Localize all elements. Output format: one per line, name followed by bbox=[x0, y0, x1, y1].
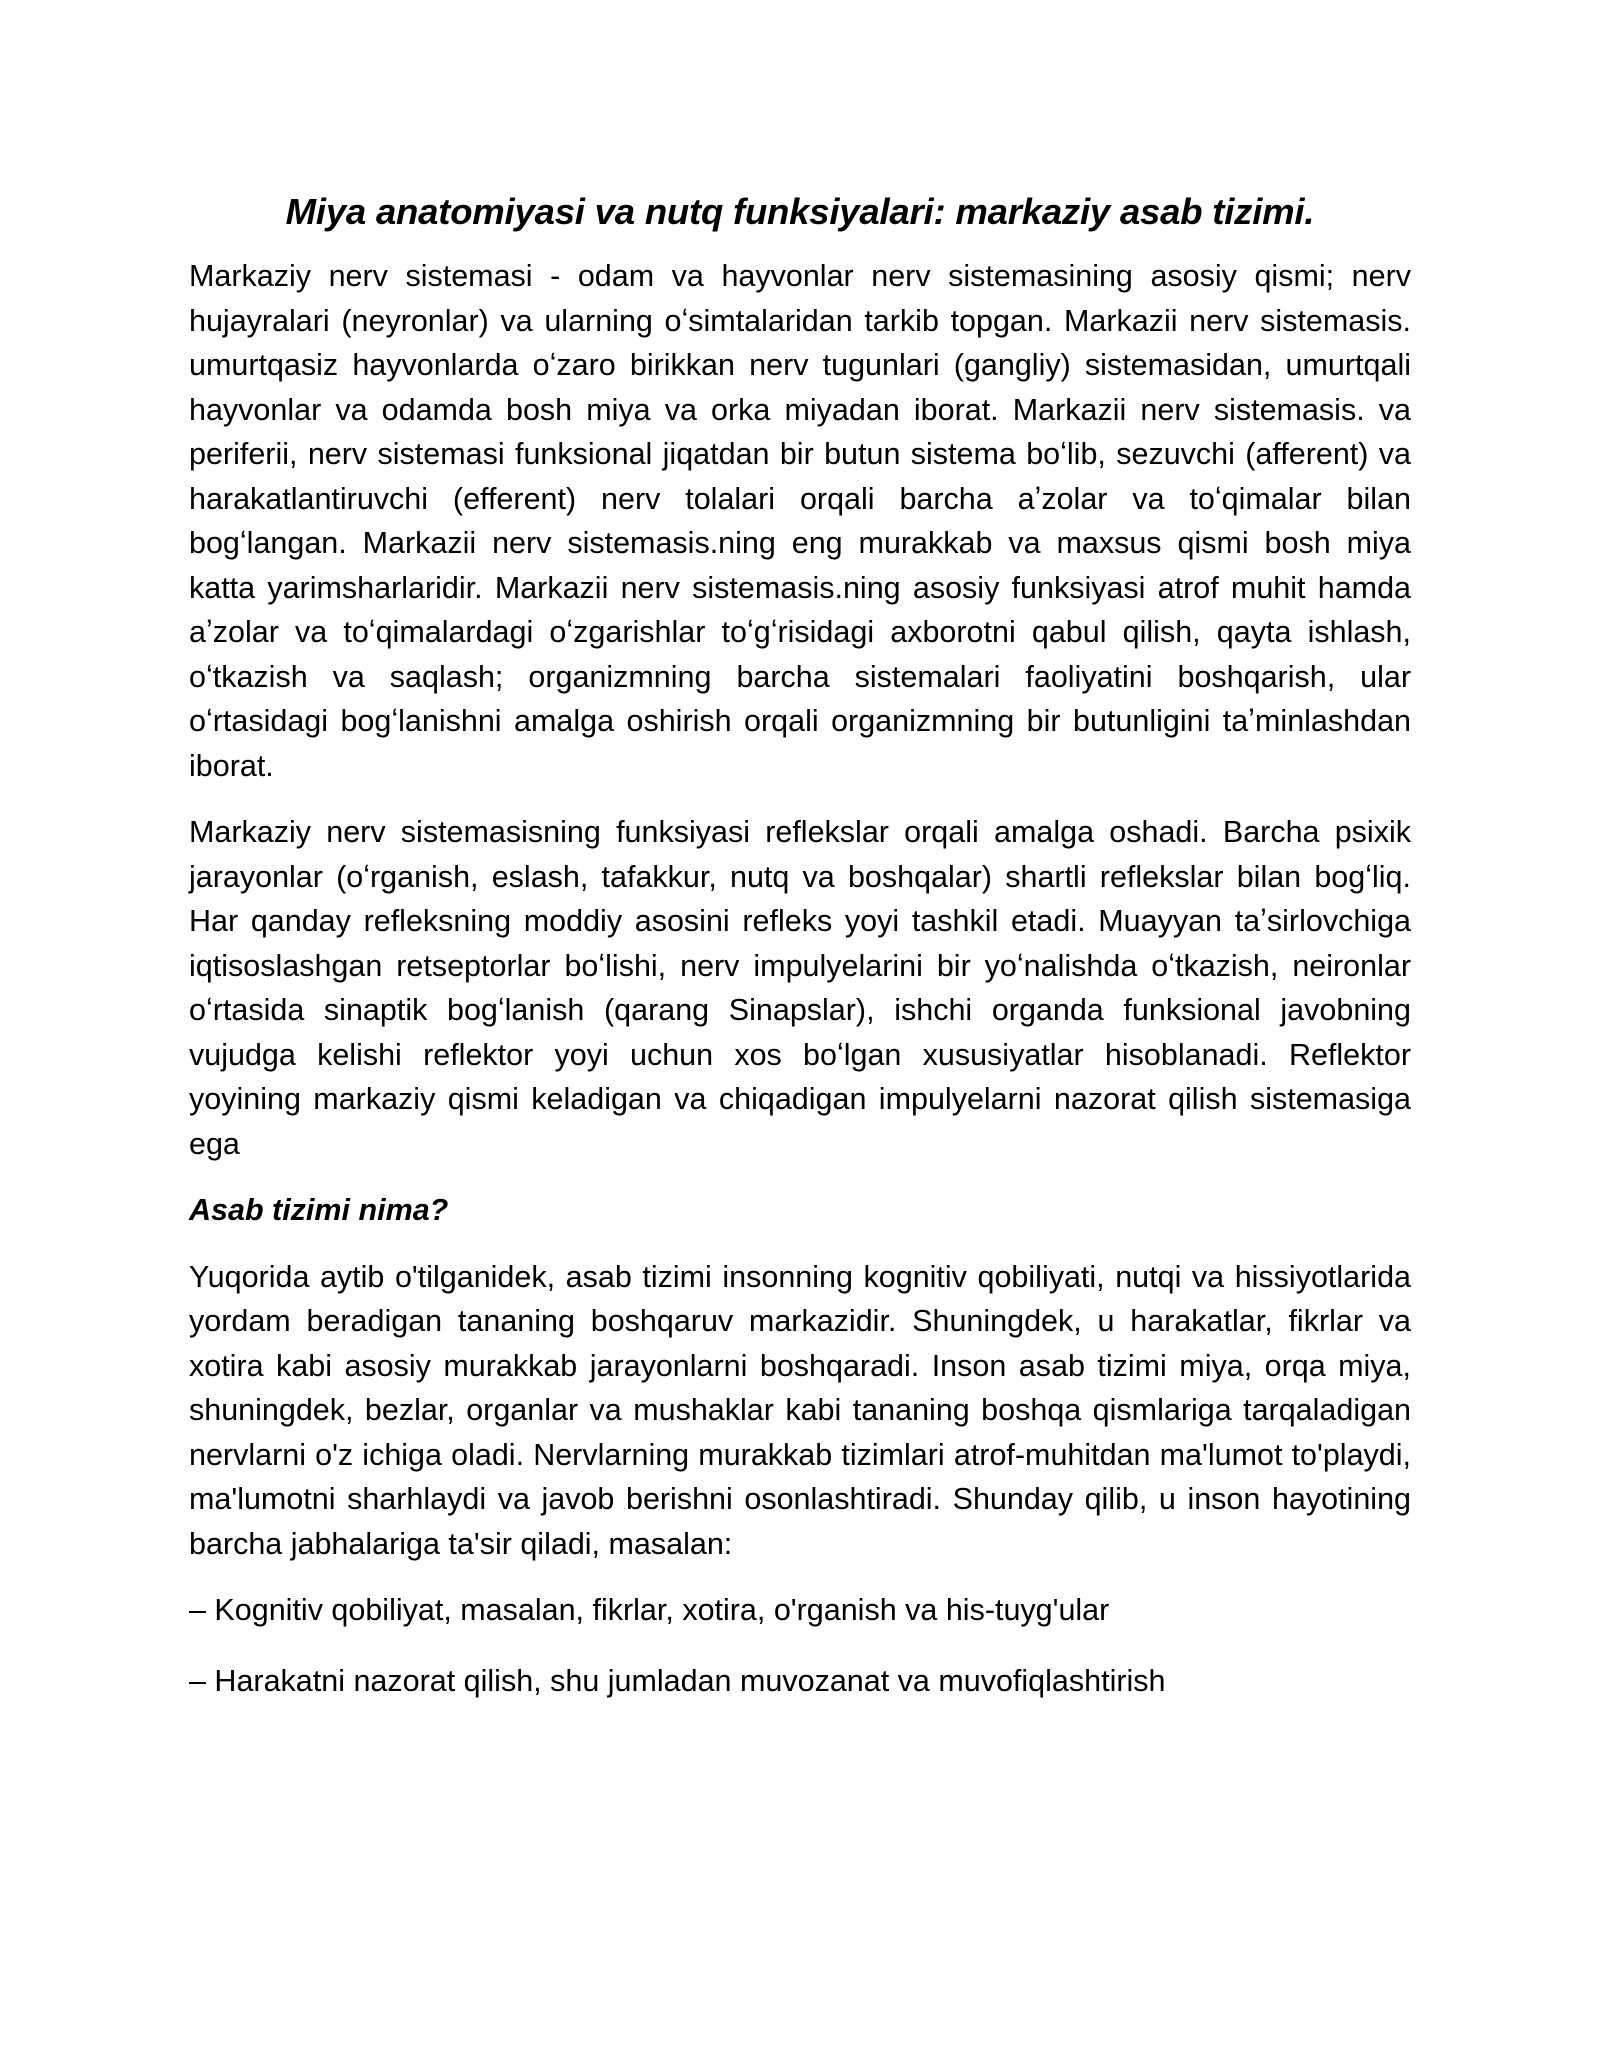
paragraph-3: Yuqorida aytib o'tilganidek, asab tizimi insonning kognitiv qobiliyati, nutqi va hissiyotlarida yordam beradigan tananing boshqaruv markazidir. Shuningdek, u harakatlar, fikrlar va xotira kabi asosiy murakkab jarayonlarni boshqaradi. Inson asab tizimi miya, orqa miya, shuningdek, bezlar, organlar va mushaklar kabi tananing boshqa qismlariga tarqaladigan nervlarni o'z ichiga oladi. Nervlarning murakkab tizimlari atrof-muhitdan ma'lumot to'playdi, ma'lumotni sharhlaydi va javob berishni osonlashtiradi. Shunday qilib, u inson hayotining barcha jabhalariga ta'sir qiladi, masalan: bbox=[189, 1259, 1411, 1561]
document-title: Miya anatomiyasi va nutq funksiyalari: markaziy asab tizimi. bbox=[285, 191, 1315, 232]
section-heading: Asab tizimi nima? bbox=[189, 1193, 449, 1227]
bullet-item-cognitive: – Kognitiv qobiliyat, masalan, fikrlar, xotira, o'rganish va his-tuyg'ular bbox=[189, 1593, 1110, 1627]
paragraph-2: Markaziy nerv sistemasisning funksiyasi reflekslar orqali amalga oshadi. Barcha psixik jarayonlar (oʻrganish, eslash, tafakkur, nutq va boshqalar) shartli reflekslar bilan bogʻliq. Har qanday refleksning moddiy asosini refleks yoyi tashkil etadi. Muayyan taʼsirlovchiga iqtisoslashgan retseptorlar boʻlishi, nerv impulyelarini bir yoʻnalishda oʻtkazish, neironlar oʻrtasida sinaptik bogʻlanish (qarang Sinapslar), ishchi organda funksional javobning vujudga kelishi reflektor yoyi uchun xos boʻlgan xususiyatlar hisoblanadi. Reflektor yoyining markaziy qismi keladigan va chiqadigan impulyelarni nazorat qilish sistemasiga ega bbox=[189, 815, 1411, 1161]
document-page bbox=[189, 190, 1411, 1729]
bullet-item-movement: – Harakatni nazorat qilish, shu jumladan muvozanat va muvofiqlashtirish bbox=[189, 1663, 1166, 1698]
paragraph-1: Markaziy nerv sistemasi - odam va hayvonlar nerv sistemasining asosiy qismi; nerv hujayralari (neyronlar) va ularning oʻsimtalaridan tarkib topgan. Markazii nerv sistemasis. umurtqasiz hayvonlarda oʻzaro birikkan nerv tugunlari (gangliy) sistemasidan, umurtqali hayvonlar va odamda bosh miya va orka miyadan iborat. Markazii nerv sistemasis. va periferii, nerv sistemasi funksional jiqatdan bir butun sistema boʻlib, sezuvchi (afferent) va harakatlantiruvchi (efferent) nerv tolalari orqali barcha aʼzolar va toʻqimalar bilan bogʻlangan. Markazii nerv sistemasis.ning eng murakkab va maxsus qismi bosh miya katta yarimsharlaridir. Markazii nerv sistemasis.ning asosiy funksiyasi atrof muhit hamda aʼzolar va toʻqimalardagi oʻzgarishlar toʻgʻrisidagi axborotni qabul qilish, qayta ishlash, oʻtkazish va saqlash; organizmning barcha sistemalari faoliyatini boshqarish, ular oʻrtasidagi bogʻlanishni amalga oshirish orqali organizmning bir butunligini taʼminlashdan iborat. bbox=[189, 259, 1411, 783]
